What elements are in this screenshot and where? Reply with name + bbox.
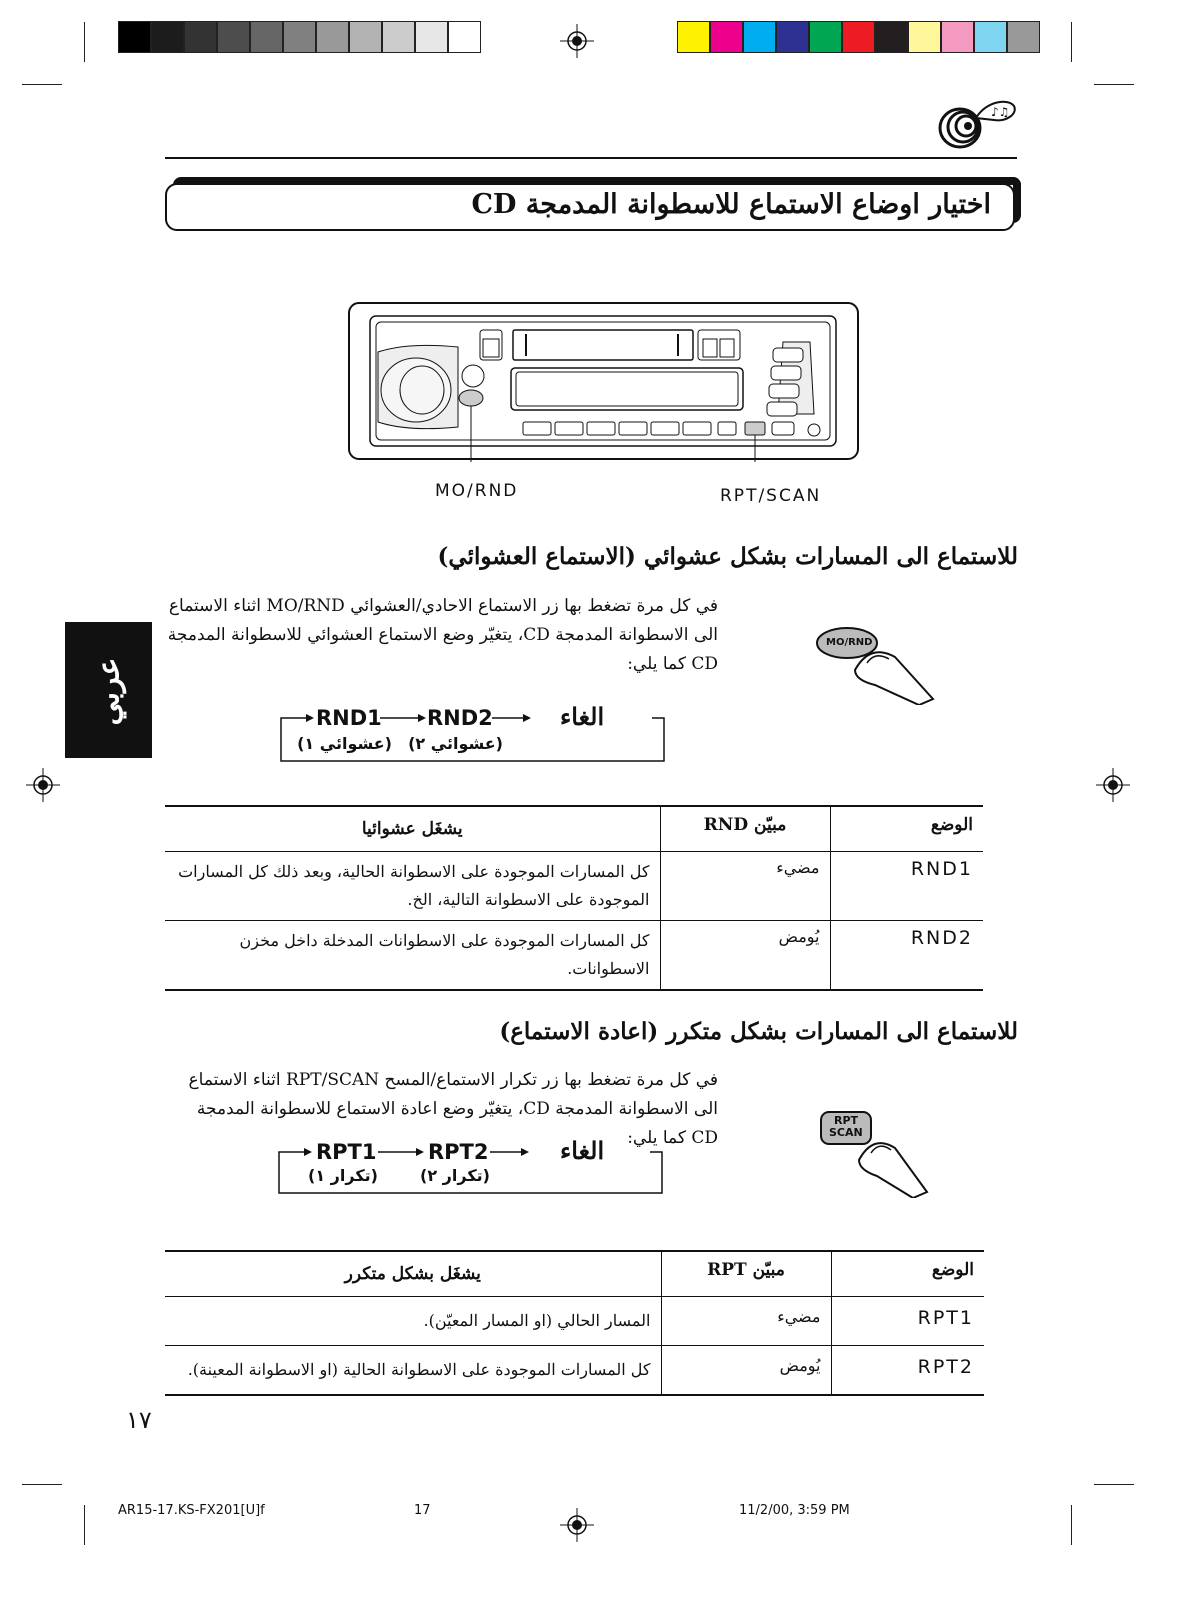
calibration-swatch [941, 21, 974, 53]
row-mode: RND2 [830, 921, 983, 991]
crop-mark [1094, 84, 1134, 85]
calibration-swatch [809, 21, 842, 53]
crop-mark [84, 1505, 85, 1545]
calibration-swatch [250, 21, 283, 53]
calibration-swatch [974, 21, 1007, 53]
crop-mark [22, 1484, 62, 1485]
table-row [165, 1297, 984, 1346]
calibration-swatch [349, 21, 382, 53]
calibration-swatch [151, 21, 184, 53]
random-heading: للاستماع الى المسارات بشكل عشوائي (الاستماع العشوائي) [437, 543, 1018, 570]
flow-sub-rpt2: (تكرار ٢) [420, 1166, 490, 1185]
calibration-swatch [875, 21, 908, 53]
registration-mark-icon [1096, 768, 1130, 802]
flow-step-cancel: الغاء [560, 1136, 605, 1165]
header-mode: الوضع [830, 806, 983, 852]
flow-sub-rpt1: (تكرار ١) [308, 1166, 378, 1185]
row-indicator: مضيء [661, 1297, 831, 1346]
calibration-swatch [743, 21, 776, 53]
calibration-swatch [118, 21, 151, 53]
calibration-swatch [382, 21, 415, 53]
header-description: يشغَل عشوائيا [165, 806, 660, 852]
crop-mark [1094, 1484, 1134, 1485]
calibration-swatch [448, 21, 481, 53]
calibration-swatch [415, 21, 448, 53]
table-header-row [165, 1251, 984, 1297]
row-mode: RPT1 [831, 1297, 984, 1346]
mo-rnd-callout-label: MO/RND [435, 481, 519, 501]
crop-mark [22, 84, 62, 85]
row-description: كل المسارات الموجودة على الاسطوانات المدخلة داخل مخزن الاسطوانات. [165, 921, 660, 991]
row-mode: RPT2 [831, 1346, 984, 1396]
flow-step-rnd1: RND1 [316, 706, 382, 730]
calibration-swatch [184, 21, 217, 53]
calibration-swatch [677, 21, 710, 53]
row-description: كل المسارات الموجودة على الاسطوانة الحالية، وبعد ذلك كل المسارات الموجودة على الاسطوانة التالية، الخ. [165, 852, 660, 921]
header-mode: الوضع [831, 1251, 984, 1297]
flow-sub-rnd1: (عشوائي ١) [297, 734, 392, 753]
header-indicator: مبيّن RND [660, 806, 830, 852]
cd-music-icon [936, 96, 1020, 150]
calibration-swatch [842, 21, 875, 53]
rpt-button-label: RPT [834, 1114, 859, 1127]
flow-step-rpt1: RPT1 [316, 1140, 377, 1164]
row-indicator: مضيء [660, 852, 830, 921]
page-number: ١٧ [126, 1406, 152, 1434]
scan-button-label: SCAN [829, 1126, 863, 1139]
title-box-shadow-right [1013, 177, 1021, 223]
svg-text:♪♫: ♪♫ [991, 105, 1010, 119]
table-header-row [165, 806, 983, 852]
car-stereo-illustration [348, 302, 859, 462]
section-title-box [165, 183, 1015, 231]
flow-step-cancel: الغاء [560, 702, 605, 731]
repeat-heading: للاستماع الى المسارات بشكل متكرر (اعادة الاستماع) [499, 1018, 1018, 1045]
random-mode-table [165, 805, 983, 991]
registration-mark-icon [560, 24, 594, 58]
row-indicator: يُومض [661, 1346, 831, 1396]
table-row [165, 852, 983, 921]
random-paragraph: في كل مرة تضغط بها زر الاستماع الاحادي/العشوائي MO/RND اثناء الاستماع الى الاسطوانة المدمجة CD، يتغيّر وضع الاستماع العشوائي للاسطوانة المدمجة CD كما يلي: [167, 596, 718, 674]
repeat-paragraph: في كل مرة تضغط بها زر تكرار الاستماع/المسح RPT/SCAN اثناء الاستماع الى الاسطوانة المدمجة CD، يتغيّر وضع اعادة الاستماع للاسطوانة المدمجة CD كما يلي: [188, 1070, 718, 1148]
header-indicator: مبيّن RPT [661, 1251, 831, 1297]
language-label: عربي [91, 657, 127, 726]
row-description: المسار الحالي (او المسار المعيّن). [165, 1297, 661, 1346]
calibration-swatch [776, 21, 809, 53]
row-indicator: يُومض [660, 921, 830, 991]
repeat-mode-table [165, 1250, 984, 1396]
footer-page: 17 [414, 1503, 431, 1518]
calibration-swatch [316, 21, 349, 53]
calibration-swatch [908, 21, 941, 53]
table-row [165, 921, 983, 991]
calibration-swatch [283, 21, 316, 53]
registration-mark-icon [26, 768, 60, 802]
crop-mark [1071, 22, 1072, 62]
row-mode: RND1 [830, 852, 983, 921]
crop-mark [1071, 1505, 1072, 1545]
flow-step-rpt2: RPT2 [428, 1140, 489, 1164]
title-box-shadow [173, 177, 1021, 185]
calibration-swatch [710, 21, 743, 53]
flow-sub-rnd2: (عشوائي ٢) [408, 734, 503, 753]
rpt-scan-callout-label: RPT/SCAN [720, 486, 822, 506]
header-rule [165, 157, 1017, 159]
calibration-swatch [1007, 21, 1040, 53]
random-flow-diagram [280, 702, 666, 762]
mo-rnd-button-label: MO/RND [826, 637, 873, 648]
calibration-swatch [217, 21, 250, 53]
finger-pressing-button-illustration [815, 1108, 935, 1198]
page-title: اختيار اوضاع الاستماع للاسطوانة المدمجة CD [471, 189, 991, 220]
footer-file-name: AR15-17.KS-FX201[U]f [118, 1503, 265, 1518]
row-description: كل المسارات الموجودة على الاسطوانة الحالية (او الاسطوانة المعينة). [165, 1346, 661, 1396]
language-side-tab [65, 622, 152, 758]
crop-mark [84, 22, 85, 62]
footer-datetime: 11/2/00, 3:59 PM [739, 1503, 850, 1518]
header-description: يشغَل بشكل متكرر [165, 1251, 661, 1297]
flow-step-rnd2: RND2 [427, 706, 493, 730]
table-row [165, 1346, 984, 1396]
registration-mark-icon [560, 1508, 594, 1542]
repeat-flow-diagram [278, 1138, 664, 1194]
